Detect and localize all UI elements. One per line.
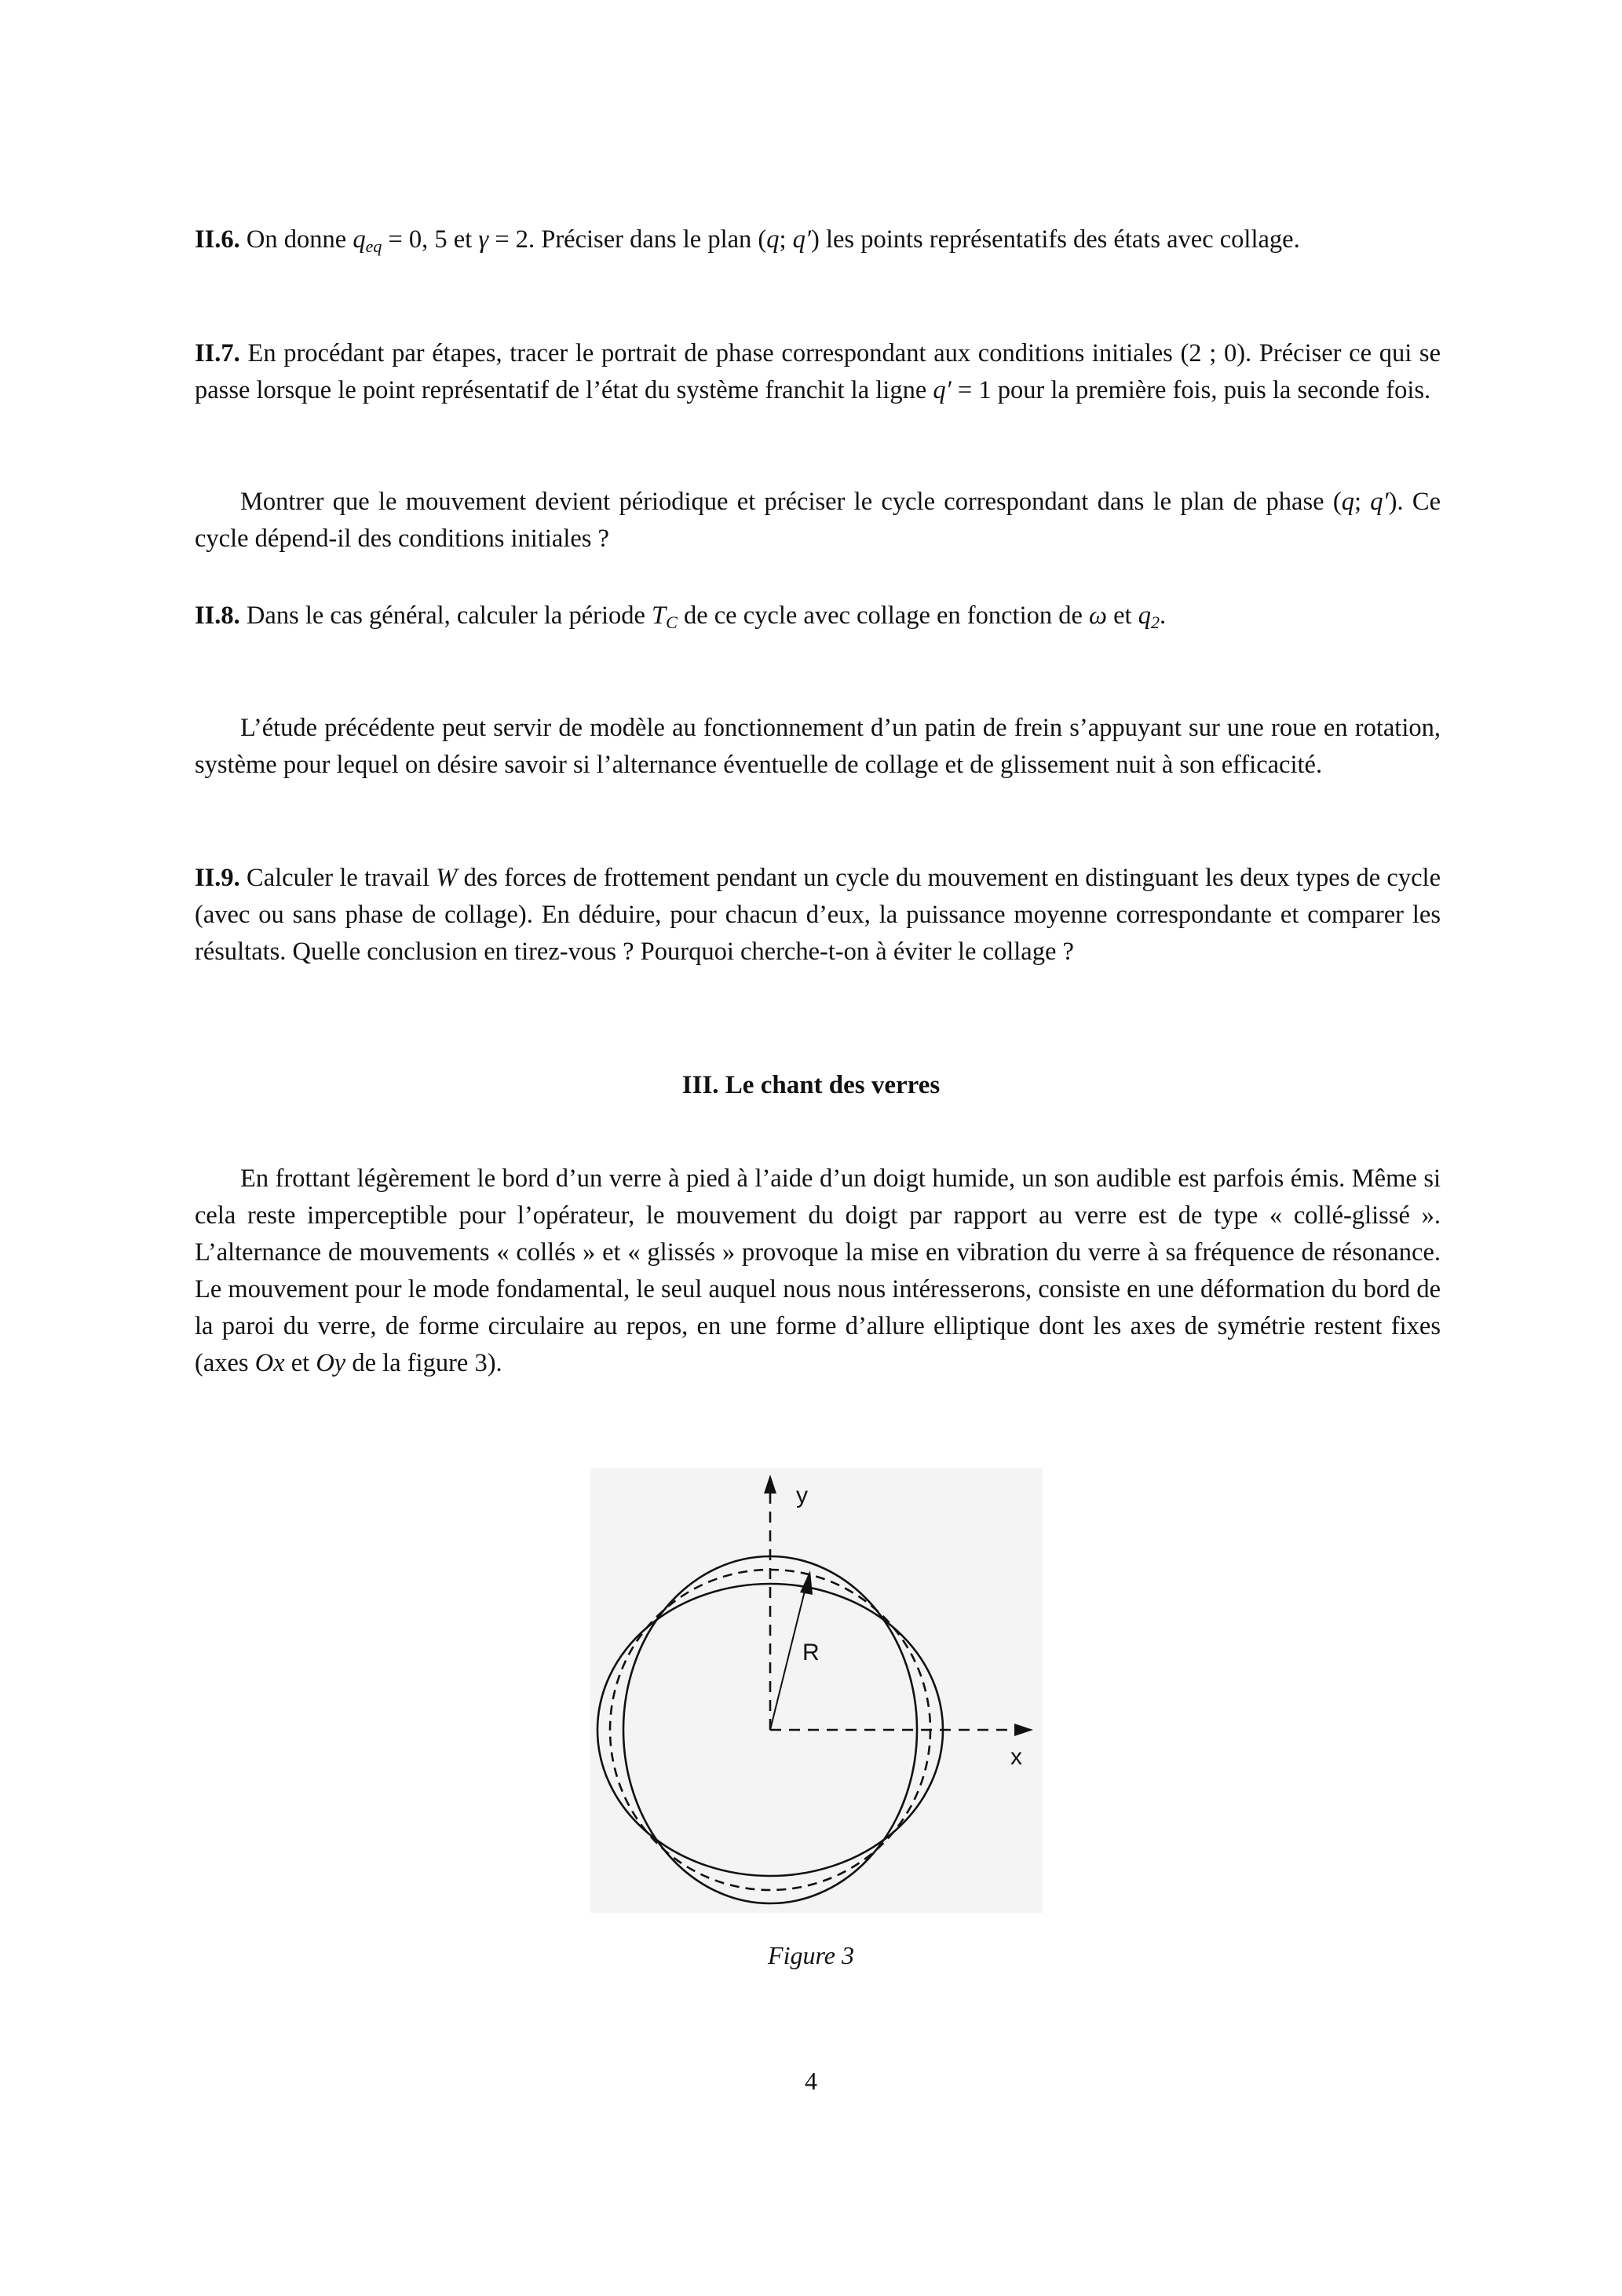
text-run: ; bbox=[779, 225, 793, 254]
text-run: ). Ce cycle dépend-il des conditions initiales ? bbox=[195, 488, 1441, 553]
math-text: Ox bbox=[254, 1349, 285, 1377]
math-text: W bbox=[436, 864, 458, 892]
math-text: q′ bbox=[792, 225, 812, 254]
math-text: q bbox=[766, 225, 780, 254]
page-number: 4 bbox=[805, 2067, 817, 2095]
text-run: . bbox=[1159, 601, 1167, 630]
text-run: = 0, 5 et bbox=[382, 225, 479, 254]
math-text: C bbox=[666, 612, 678, 632]
question-ii7-followup bbox=[195, 484, 1441, 558]
question-ii9 bbox=[195, 860, 1441, 971]
section-heading: III. Le chant des verres bbox=[681, 1071, 941, 1099]
y-axis-label: y bbox=[796, 1483, 808, 1508]
question-number: II.8. bbox=[195, 601, 240, 630]
question-ii6 bbox=[195, 221, 1441, 265]
text-run: et bbox=[1107, 601, 1138, 630]
math-text: q′ bbox=[1370, 488, 1389, 516]
figure-caption: Figure 3 bbox=[768, 1941, 854, 1969]
question-number: II.9. bbox=[195, 864, 240, 892]
math-text: 2 bbox=[1150, 612, 1160, 632]
text-run: des forces de frottement pendant un cycle du mouvement en distinguant les deux types de cycle (avec ou sans phase de collage). En déduire, pour chacun d’eux, la puissance moyenne correspondante et comparer les résultats. Quelle conclusion en tirez-vous ? Pourquoi cherche-t-on à éviter le collage ? bbox=[195, 864, 1441, 966]
text-run: ) les points représentatifs des états avec collage. bbox=[811, 225, 1300, 254]
text-run: ; bbox=[1353, 488, 1371, 516]
math-text: γ bbox=[478, 225, 489, 254]
text-run: et bbox=[284, 1349, 316, 1377]
x-axis-label: x bbox=[1010, 1744, 1022, 1770]
math-text: eq bbox=[365, 236, 382, 256]
text-run: Calculer le travail bbox=[239, 864, 437, 892]
question-number: II.6. bbox=[195, 225, 240, 254]
math-text: T bbox=[652, 601, 667, 630]
math-text: ω bbox=[1089, 601, 1107, 630]
math-text: q bbox=[1341, 488, 1354, 516]
question-number: II.7. bbox=[195, 339, 240, 367]
math-text: Oy bbox=[316, 1349, 346, 1377]
x-axis-arrowhead bbox=[1014, 1724, 1033, 1736]
math-text: q′ bbox=[933, 376, 952, 404]
figure-3-diagram bbox=[590, 1468, 1043, 1913]
paragraph-brake-model bbox=[195, 710, 1441, 784]
math-text: q bbox=[353, 225, 366, 254]
text-run: Dans le cas général, calculer la période bbox=[239, 601, 652, 630]
y-axis-arrowhead bbox=[764, 1475, 776, 1493]
text-run: = 2. Préciser dans le plan ( bbox=[488, 225, 767, 254]
text-run: On donne bbox=[239, 225, 353, 254]
text-run: En frottant légèrement le bord d’un verre à pied à l’aide d’un doigt humide, un son audible est parfois émis. Même si cela reste imperceptible pour l’opérateur, le mouvement du doigt par rapport au verre est de type « collé-glissé ». L’alternance de mouvements « collés » et « glissés » provoque la mise en vibration du verre à sa fréquence de résonance. Le mouvement pour le mode fondamental, le seul auquel nous nous intéresserons, consiste en une déformation du bord de la paroi du verre, de forme circulaire au repos, en une forme d’allure elliptique dont les axes de symétrie restent fixes (axes bbox=[195, 1164, 1441, 1377]
question-ii7 bbox=[195, 335, 1441, 409]
text-run: de ce cycle avec collage en fonction de bbox=[677, 601, 1090, 630]
math-text: q bbox=[1138, 601, 1151, 630]
question-ii8 bbox=[195, 598, 1441, 641]
radius-label: R bbox=[802, 1640, 820, 1665]
text-run: L’étude précédente peut servir de modèle au fonctionnement d’un patin de frein s’appuyant sur une roue en rotation, système pour lequel on désire savoir si l’alternance éventuelle de collage et de glissement nuit à son efficacité. bbox=[195, 714, 1441, 779]
text-run: = 1 pour la première fois, puis la seconde fois. bbox=[951, 376, 1431, 404]
text-run: de la figure 3). bbox=[345, 1349, 502, 1377]
text-run: Montrer que le mouvement devient périodique et préciser le cycle correspondant dans le plan de phase ( bbox=[240, 488, 1342, 516]
paragraph-singing-glass bbox=[195, 1161, 1441, 1382]
text-run: En procédant par étapes, tracer le portrait de phase correspondant aux conditions initiales (2 ; 0). Préciser ce qui se passe lorsque le point représentatif de l’état du système franchit la ligne bbox=[195, 339, 1441, 404]
